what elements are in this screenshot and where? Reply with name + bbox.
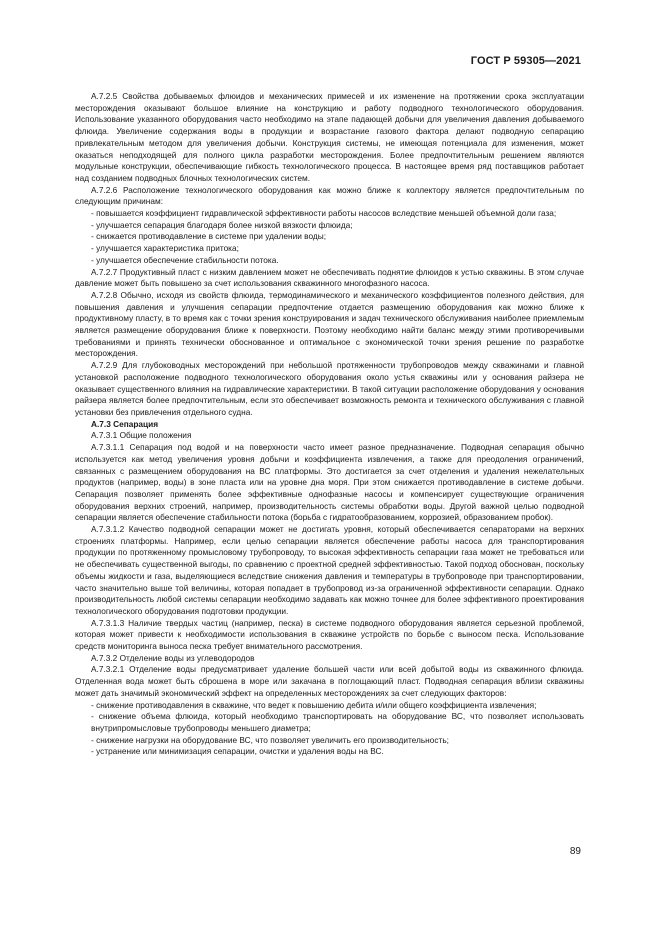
list-item: - улучшается обеспечение стабильности потока. bbox=[91, 254, 279, 265]
list-item: - снижение объема флюида, который необходимо транспортировать на оборудование ВС, что позволяет использовать внутрипромысловые трубопроводы меньшего диаметра; bbox=[91, 711, 584, 733]
subsection-heading-a7-3-2: А.7.3.2 Отделение воды из углеводородов bbox=[91, 652, 255, 663]
paragraph-a7-2-8: А.7.2.8 Обычно, исходя из свойств флюида, термодинамического и механического коэффициентов полезного действия, для повышения давления и улучшения сепарации предпочтение отдается размещению оборудования как можно ближе к продуктивному пласту, в то время как с точки зрения конструирования и задач технического обслуживания наиболее приемлемым является размещение оборудования ближе к поверхности. Поэтому необходимо найти баланс между этими противоречивыми требованиями и принять технически обоснованное и оптимальное с экономической точки зрения решение по разработке месторождения. bbox=[75, 289, 584, 359]
list-item: - улучшается сепарация благодаря более низкой вязкости флюида; bbox=[91, 219, 353, 230]
list-item: - снижение нагрузки на оборудование ВС, что позволяет увеличить его производительность; bbox=[91, 734, 449, 745]
list-item: - снижение противодавления в скважине, что ведет к повышению дебита и/или общего коэффициента извлечения; bbox=[91, 699, 537, 710]
page-number: 89 bbox=[569, 846, 581, 857]
paragraph-a7-3-1-2: А.7.3.1.2 Качество подводной сепарации может не достигать уровня, который обеспечивается сепараторами на верхних строениях платформы. Например, если целью сепарации является обеспечение работы насоса для транспортирования продукции по протяженному промысловому трубопроводу, то высокая эффективность сепарации газа может не требоваться или не обеспечивать существенной выгоды, по сравнению с проектной средней эффективностью. Такой подход обоснован, поскольку объемы жидкости и газа, выделяющиеся вследствие снижения давления и температуры в трубопроводе при транспортировании, часто значительно выше той величины, которая попадает в трубопровод из-за ограниченной эффективности сепарации. Однако производительность любой системы сепарации необходимо задавать как можно точнее для более эффективного проектирования технологического оборудования подготовки продукции. bbox=[75, 524, 584, 616]
list-item: - снижается противодавление в системе при удалении воды; bbox=[91, 231, 327, 242]
paragraph-a7-2-9: А.7.2.9 Для глубоководных месторождений при небольшой протяженности трубопроводов между скважинами и главной установкой расположение подводного технологического оборудования около устья скважины или у основания райзера не оказывает существенного влияния на гидравлические характеристики. В такой ситуации расположение оборудования у основания райзера является более предпочтительным, если это обеспечивает возможность ремонта и технического обслуживания с главной установки без привлечения отдельного судна. bbox=[75, 360, 584, 417]
paragraph-a7-3-1-3: А.7.3.1.3 Наличие твердых частиц (например, песка) в системе подводного оборудования является серьезной проблемой, которая может привести к необходимости использования в скважине устройств по борьбе с выносом песка. Использование средств мониторинга выноса песка требует внимательного рассмотрения. bbox=[75, 617, 584, 652]
section-heading-a7-3: А.7.3 Сепарация bbox=[91, 418, 159, 429]
document-header: ГОСТ Р 59305—2021 bbox=[470, 55, 581, 67]
list-item: - повышается коэффициент гидравлической эффективности работы насосов вследствие меньшей объемной доли газа; bbox=[91, 208, 557, 219]
list-item: - улучшается характеристика притока; bbox=[91, 243, 239, 254]
subsection-heading-a7-3-1: А.7.3.1 Общие положения bbox=[91, 430, 192, 441]
list-item: - устранение или минимизация сепарации, очистки и удаления воды на ВС. bbox=[91, 746, 384, 757]
paragraph-a7-3-2-1: А.7.3.2.1 Отделение воды предусматривает удаление большей части или всей добытой воды из скважинного флюида. Отделенная вода может быть сброшена в море или закачана в поглощающий пласт. Подводная сепарация вблизи скважины может дать значимый экономический эффект на определенных месторождениях за счет следующих факторов: bbox=[75, 664, 584, 698]
document-body bbox=[75, 91, 584, 758]
paragraph-a7-3-1-1: А.7.3.1.1 Сепарация под водой и на поверхности часто имеет разное предназначение. Подводная сепарация обычно используется как метод увеличения уровня добычи и коэффициента извлечения, а также для преодоления ограничений, связанных с размещением оборудования на ВС платформы. Это достигается за счет отделения и удаления нежелательных продуктов (например, воды) в зоне пласта или на уровне дна моря. При этом снижается противодавление в системе добычи. Сепарация позволяет применять более эффективные однофазные насосы и компенсирует существующие ограничения оборудования верхних строений, например, производительность системы обработки воды. Другой важной целью подводной сепарации является обеспечение стабильности потока (борьба с гидратообразованием, коррозией, образованием пробок). bbox=[75, 442, 584, 523]
paragraph-a7-2-7: А.7.2.7 Продуктивный пласт с низким давлением может не обеспечивать поднятие флюидов к устью скважины. В этом случае давление может быть повышено за счет использования скважинного многофазного насоса. bbox=[75, 266, 584, 289]
paragraph-a7-2-6: А.7.2.6 Расположение технологического оборудования как можно ближе к коллектору является предпочтительным по следующим причинам: bbox=[75, 184, 584, 207]
paragraph-a7-2-5: А.7.2.5 Свойства добываемых флюидов и механических примесей и их изменение на протяжении срока эксплуатации месторождения оказывают большое влияние на конструкцию и работу подводного технологического оборудования. Использование указанного оборудования часто необходимо на этапе падающей добычи для увеличения давления добываемого флюида. Увеличение содержания воды в продукции и возрастание газового фактора делают подводную сепарацию привлекательным методом для увеличения добычи. Конструкция системы, не имеющая потенциала для изменения, может оказаться неподходящей для полного цикла разработки месторождения. Более предпочтительным решением являются модульные конструкции, обеспечивающие гибкость технологического процесса. В настоящее время ряд поставщиков работает над созданием подводных блочных технологических систем. bbox=[75, 91, 584, 183]
